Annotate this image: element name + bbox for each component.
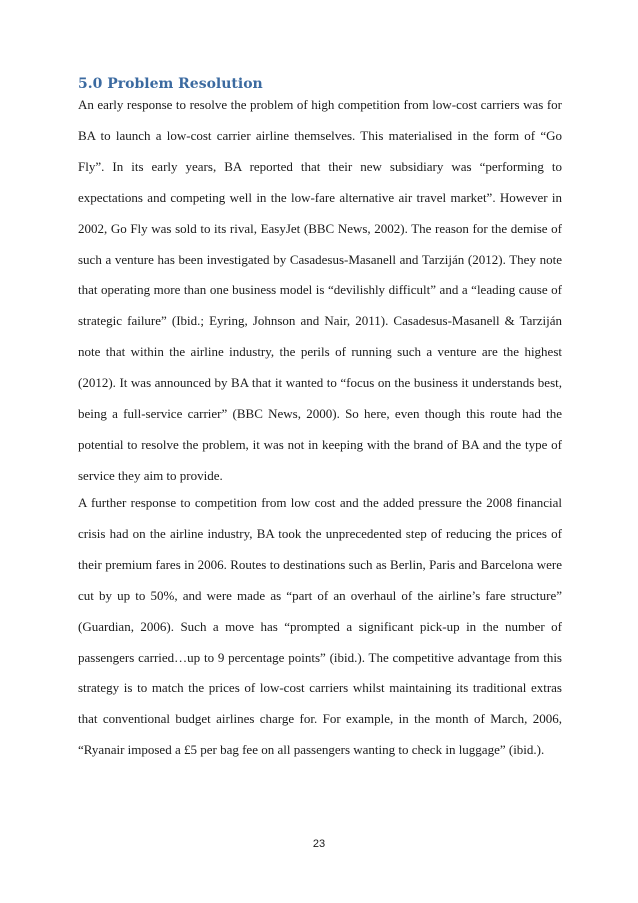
paragraph-premium-fares: A further response to competition from low cost and the added pressure the 2008 financial crisis had on the airline industry, BA took the unprecedented step of reducing the prices of their premium fares in 2006. Routes to destinations such as Berlin, Paris and Barcelona were cut by up to 50%, and were made as “part of an overhaul of the airline’s fare structure” (Guardian, 2006). Such a move has “prompted a significant pick-up in the number of passengers carried…up to 9 percentage points” (ibid.). The competitive advantage from this strategy is to match the prices of low-cost carriers whilst maintaining its traditional extras that conventional budget airlines charge for. For example, in the month of March, 2006, “Ryanair imposed a £5 per bag fee on all passengers wanting to check in luggage” (ibid.). <box>78 495 562 758</box>
section-heading: 5.0 Problem Resolution <box>78 76 263 92</box>
paragraph-go-fly: An early response to resolve the problem of high competition from low-cost carriers was for BA to launch a low-cost carrier airline themselves. This materialised in the form of “Go Fly”. In its early years, BA reported that their new subsidiary was “performing to expectations and competing well in the low-fare alternative air travel market”. However in 2002, Go Fly was sold to its rival, EasyJet (BBC News, 2002). The reason for the demise of such a venture has been investigated by Casadesus-Masanell and Tarziján (2012). They note that operating more than one business model is “devilishly difficult” and a “leading cause of strategic failure” (Ibid.; Eyring, Johnson and Nair, 2011). Casadesus-Masanell & Tarziján note that within the airline industry, the perils of running such a venture are the highest (2012). It was announced by BA that it wanted to “focus on the business it understands best, being a full-service carrier” (BBC News, 2000). So here, even though this route had the potential to resolve the problem, it was not in keeping with the brand of BA and the type of service they aim to provide. <box>78 97 562 483</box>
page-number: 23 <box>312 838 326 850</box>
